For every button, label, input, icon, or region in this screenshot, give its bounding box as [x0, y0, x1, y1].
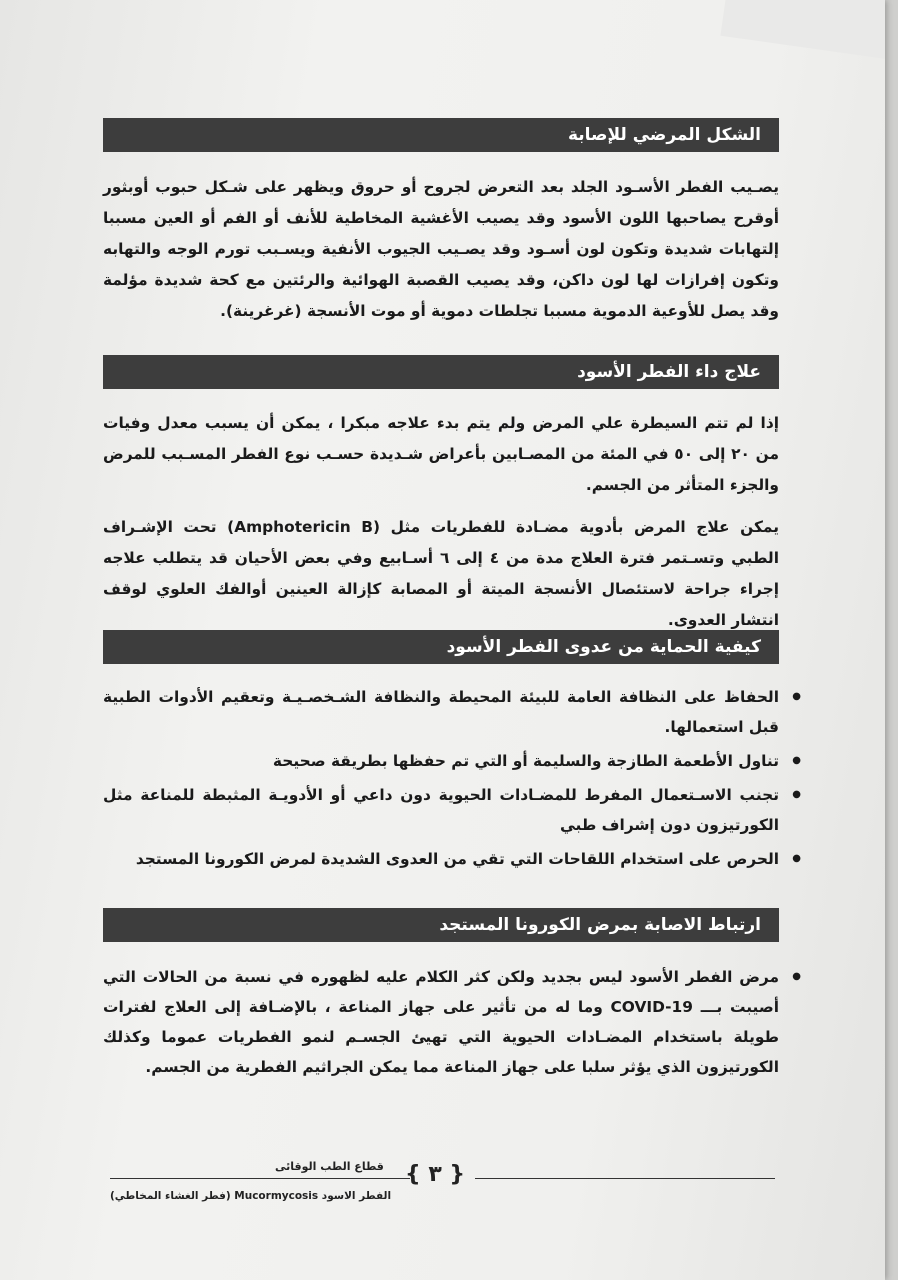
footer-sector: قطاع الطب الوقائى — [275, 1160, 384, 1173]
section-heading-covid-link: ارتباط الاصابة بمرض الكورونا المستجد — [103, 908, 779, 942]
list-item: ● مرض الفطر الأسود ليس بجديد ولكن كثر الكلام عليه لظهوره في نسبة من الحالات التي أصيبت بـــ COVID-19 وما له من تأثير على جهاز المناعة ، بالإضـافة إلى العلاج لفترات طويلة باستخدام المضـادات الحيوية التي تهيئ الجسـم لنمو الفطريات عموما وكذلك الكورتيزون الذي يؤثر سلبا على جهاز المناعة مما يمكن الجراثيم الفطرية من الجسم. — [103, 962, 779, 1082]
footer-doc-name: الفطر الاسود Mucormycosis (فطر الغشاء المخاطي) — [110, 1190, 392, 1202]
page-number: { ٣ } — [405, 1162, 466, 1187]
section-heading-clinical-form: الشكل المرضي للإصابة — [103, 118, 779, 152]
list-item: ● الحفاظ على النظافة العامة للبيئة المحيطة والنظافة الشـخصـيـة وتعقيم الأدوات الطبية قبل استعمالها. — [103, 682, 779, 742]
page-footer — [100, 1160, 780, 1220]
protection-list — [103, 682, 801, 878]
covid-link-list — [103, 962, 801, 1086]
section-heading-protection: كيفية الحماية من عدوى الفطر الأسود — [103, 630, 779, 664]
section-heading-treatment: علاج داء الفطر الأسود — [103, 355, 779, 389]
list-item: ● الحرص على استخدام اللقاحات التي تقي من العدوى الشديدة لمرض الكورونا المستجد — [103, 844, 779, 874]
page-corner — [720, 0, 885, 64]
list-item: ● تناول الأطعمة الطازجة والسليمة أو التي تم حفظها بطريقة صحيحة — [103, 746, 779, 776]
paragraph-treatment-drugs: يمكن علاج المرض بأدوية مضـادة للفطريات مثل (Amphotericin B) تحت الإشـراف الطبي وتسـتمر فترة العلاج مدة من ٤ إلى ٦ أسـابيع وفي بعض الأحيان قد يتطلب علاجه إجراء جراحة لاستئصال الأنسجة الميتة أو المصابة كإزالة العينين أوالفك العلوي لوقف انتشار العدوى. — [103, 518, 779, 629]
footer-divider — [110, 1178, 410, 1179]
paragraph-treatment-mortality: إذا لم تتم السيطرة علي المرض ولم يتم بدء علاجه مبكرا ، يمكن أن يسبب معدل وفيات من ٢٠ إلى ٥٠ في المئة من المصـابين بأعراض شـديدة حسـب نوع الفطر المسـبب للمرض والجزء المتأثر من الجسم. — [103, 414, 779, 494]
paragraph-clinical-form: يصـيب الفطر الأسـود الجلد بعد التعرض لجروح أو حروق ويظهر على شـكل حبوب أوبثور أوقرح يصاحبها اللون الأسود وقد يصيب الأغشية المخاطية للأنف أو الفم أو العين مسببا إلتهابات شديدة وتكون لون أسـود وقد يصـيب الجيوب الأنفية ويسـبب تورم الوجه والتهابه وتكون إفرازات لها لون داكن، وقد يصيب القصبة الهوائية والرئتين مع كحة شديدة مؤلمة وقد يصل للأوعية الدموية مسببا تجلطات دموية أو موت الأنسجة (غرغرينة). — [103, 178, 779, 320]
footer-divider-right — [475, 1178, 775, 1179]
list-item: ● تجنب الاسـتعمال المفرط للمضـادات الحيوية دون داعي أو الأدويـة المثبطة للمناعة مثل الكورتيزون دون إشراف طبي — [103, 780, 779, 840]
